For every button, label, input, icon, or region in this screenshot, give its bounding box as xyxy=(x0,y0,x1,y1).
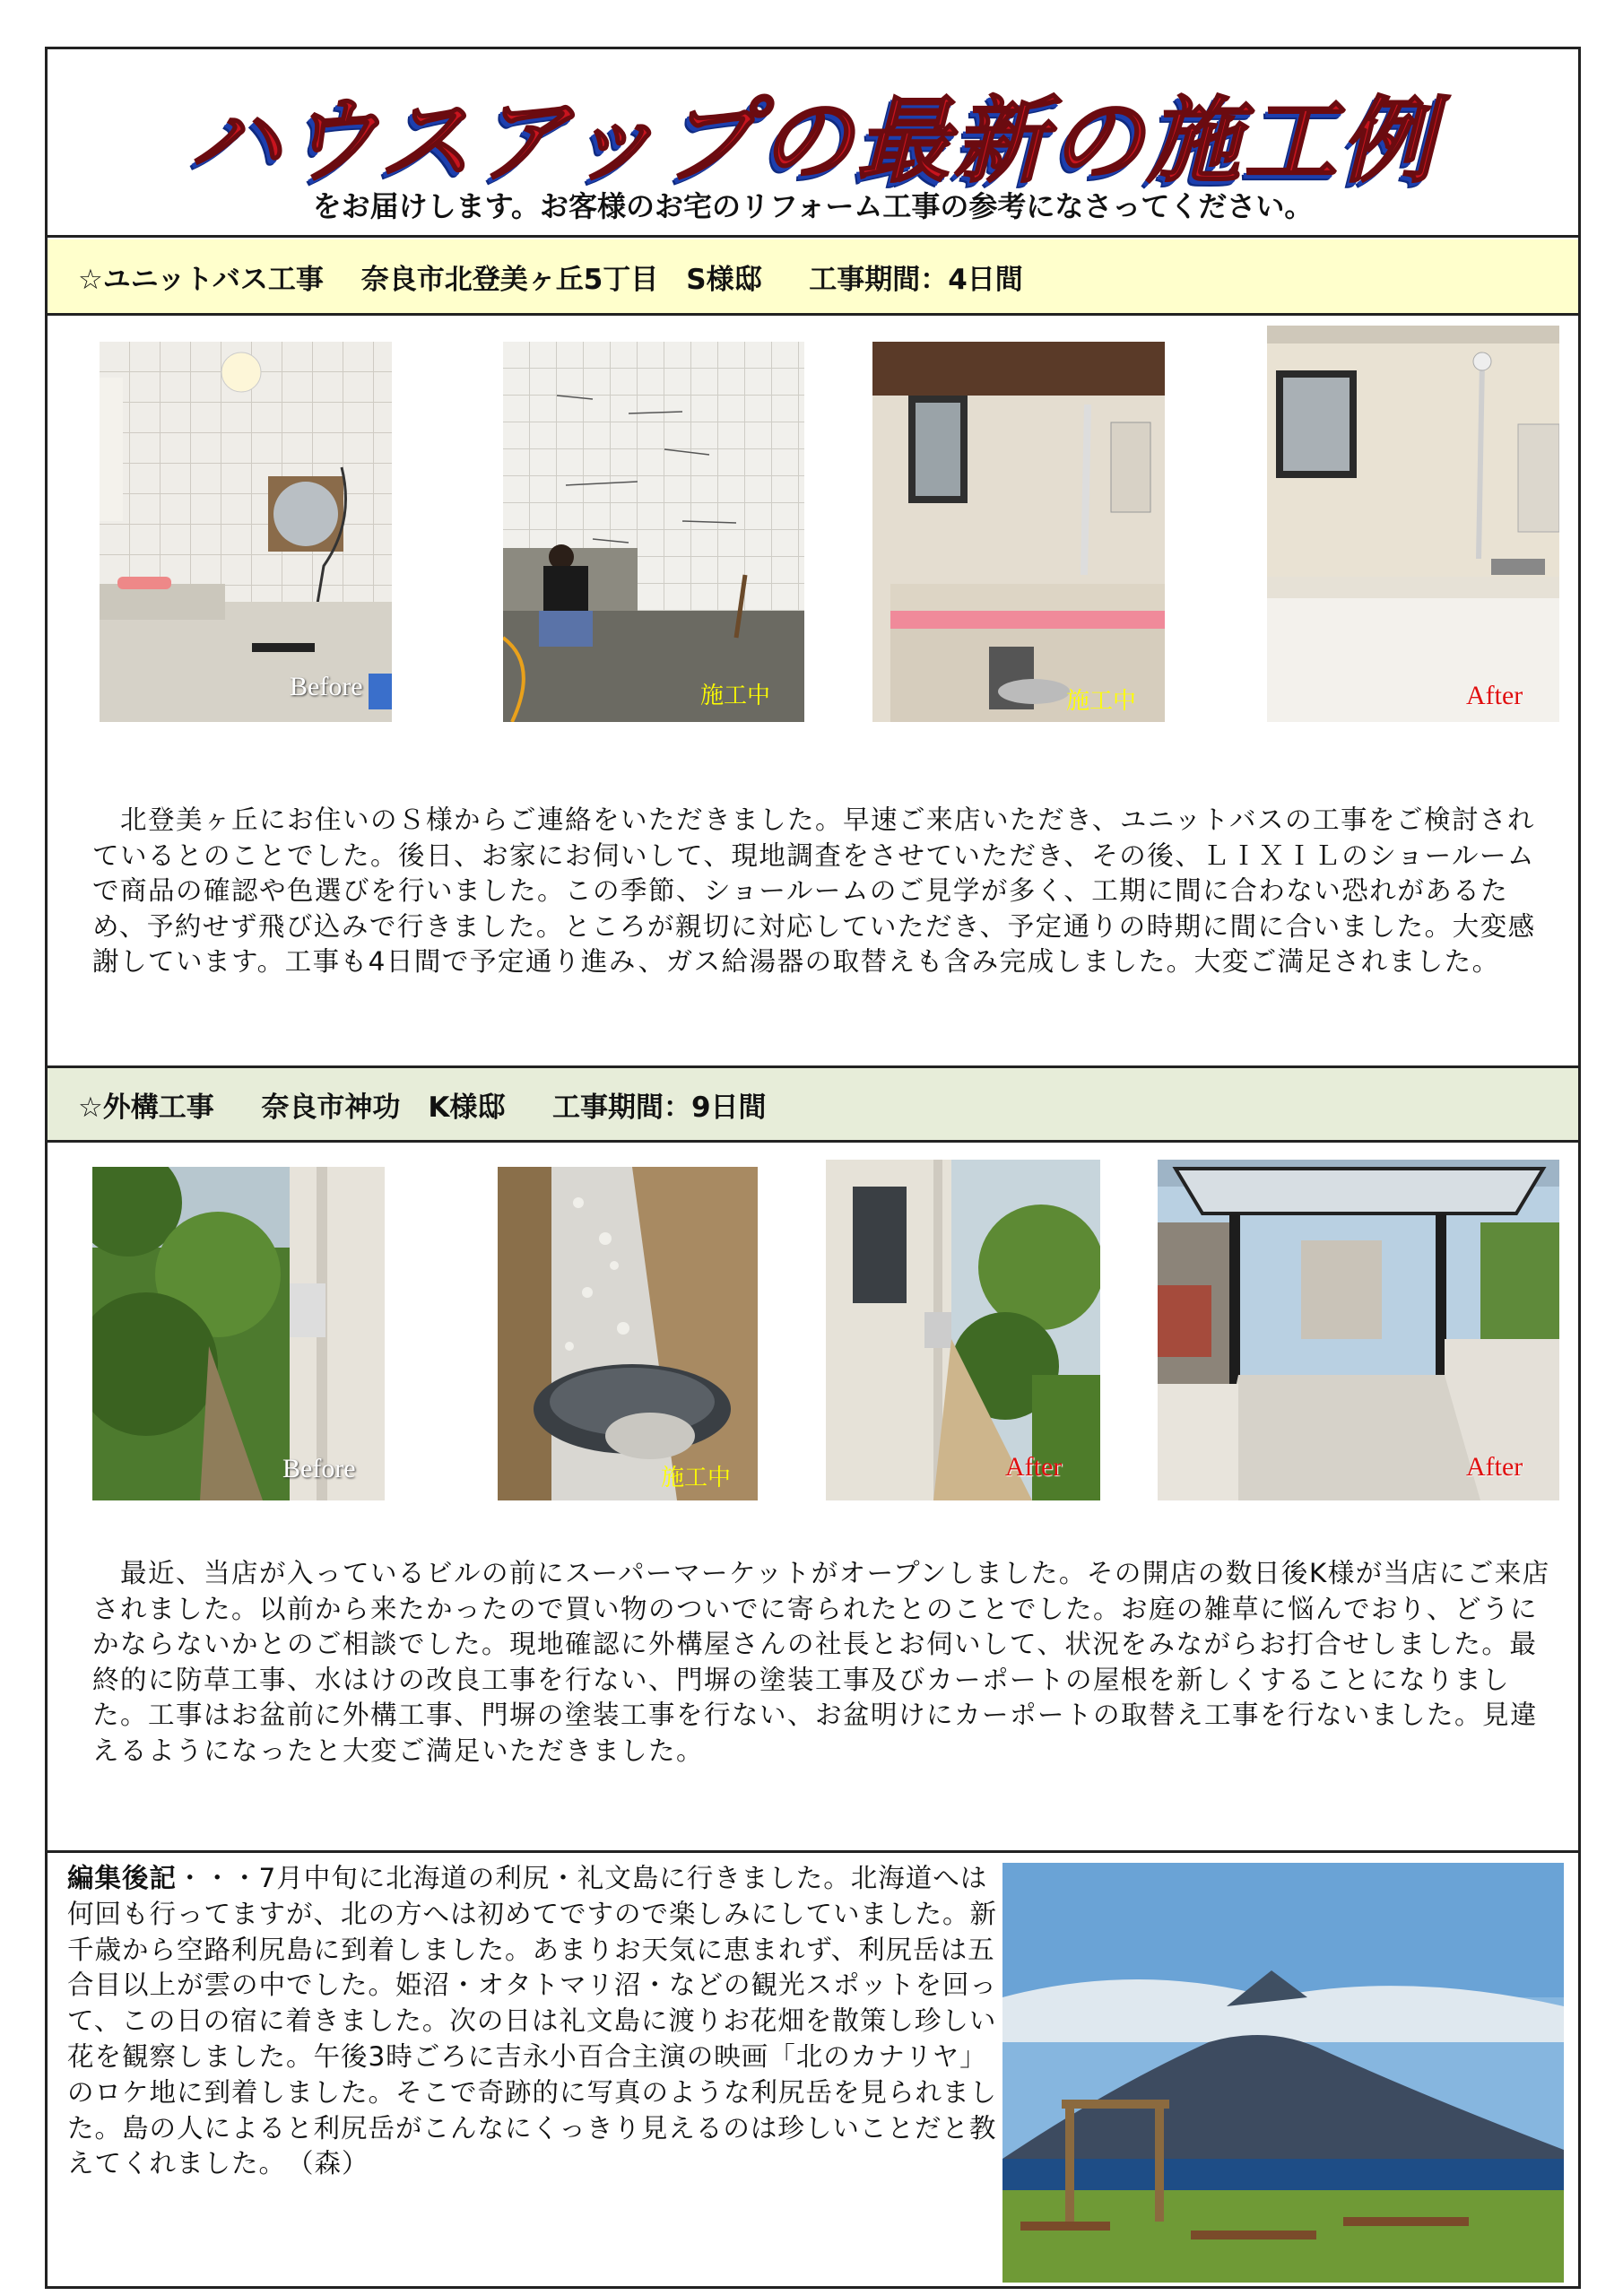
exterior-construction-photo xyxy=(498,1167,758,1500)
bathroom-construction-photo-2 xyxy=(872,342,1165,722)
photo-caption: After xyxy=(1005,1452,1063,1482)
divider xyxy=(48,1140,1578,1143)
exterior-after-photo-2 xyxy=(1158,1160,1559,1500)
photo-caption: After xyxy=(1466,681,1523,710)
photo-caption: After xyxy=(1466,1452,1523,1482)
postscript-label: 編集後記 xyxy=(67,1863,178,1893)
bathroom-before-photo xyxy=(100,342,392,722)
divider xyxy=(48,313,1578,316)
page-subtitle: をお届けします。お客様のお宅のリフォーム工事の参考になさってください。 xyxy=(312,189,1314,223)
exterior-description: 最近、当店が入っているビルの前にスーパーマーケットがオープンしました。その開店の数日後K様が当店にご来店されました。以前から来たかったので買い物のついでに寄られたとのことでした。お庭の雑草に悩んでおり、どうにかならないかとのご相談でした。現地確認に外構屋さんの社長とお伺いして、状況をみながらお打合せしました。最終的に防草工事、水はけの改良工事を行ない、門塀の塗装工事及びカーポートの屋根を新しくすることになりました。工事はお盆前に外構工事、門塀の塗装工事を行ない、お盆明けにカーポートの取替え工事を行ないました。見違えるようになったと大変ご満足いただきました。 xyxy=(92,1558,1550,1766)
bathroom-after-photo xyxy=(1267,326,1559,722)
exterior-after-photo-1 xyxy=(826,1160,1100,1500)
photo-caption: Before xyxy=(282,1454,356,1483)
photo-caption: 施工中 xyxy=(661,1465,732,1492)
photo-caption: 施工中 xyxy=(1066,688,1137,715)
divider xyxy=(48,1850,1578,1853)
photo-caption: 施工中 xyxy=(700,683,771,709)
divider xyxy=(48,235,1578,238)
bathroom-construction-photo-1 xyxy=(503,342,804,722)
editor-postscript xyxy=(67,1861,1009,2182)
unitbath-description: 北登美ヶ丘にお住いのＳ様からご連絡をいただきました。早速ご来店いただき、ユニットバスの工事をご検討されているとのことでした。後日、お家にお伺いして、現地調査をさせていただき、その後、ＬＩＸＩＬのショールームで商品の確認や色選びを行いました。この季節、ショールームのご見学が多く、工期に間に合わない恐れがあるため、予約せず飛び込みで行きました。ところが親切に対応していただき、予定通りの時期に間に合いました。大変感謝しています。工事も4日間で予定通り進み、ガス給湯器の取替えも含み完成しました。大変ご満足されました。 xyxy=(92,804,1536,977)
newsletter-page xyxy=(45,47,1581,2289)
section-heading-unitbath: ☆ユニットバス工事 奈良市北登美ヶ丘5丁目 S様邸 工事期間：4日間 xyxy=(48,239,1578,313)
page-title: ハウスアップの最新の施工例 xyxy=(187,86,1438,196)
postscript-text: ・・・7月中旬に北海道の利尻・礼文島に行きました。北海道へは何回も行ってますが、北の方へは初めてですので楽しみにしていました。新千歳から空路利尻島に到着しました。あまりお天気に恵まれず、利尻岳は五合目以上が雲の中でした。姫沼・オタトマリ沼・などの観光スポットを回って、この日の宿に着きました。次の日は礼文島に渡りお花畑を散策し珍しい花を観察しました。午後3時ごろに吉永小百合主演の映画「北のカナリヤ」のロケ地に到着しました。そこで奇跡的に写真のような利尻岳を見られました。島の人によると利尻岳がこんなにくっきり見えるのは珍しいことだと教えてくれました。 （森） xyxy=(67,1863,998,2179)
exterior-before-photo xyxy=(92,1167,385,1500)
photo-caption: Before xyxy=(290,672,363,701)
section-heading-exterior: ☆外構工事 奈良市神功 K様邸 工事期間：9日間 xyxy=(48,1068,1578,1140)
rishiri-mountain-photo xyxy=(1002,1863,1564,2283)
